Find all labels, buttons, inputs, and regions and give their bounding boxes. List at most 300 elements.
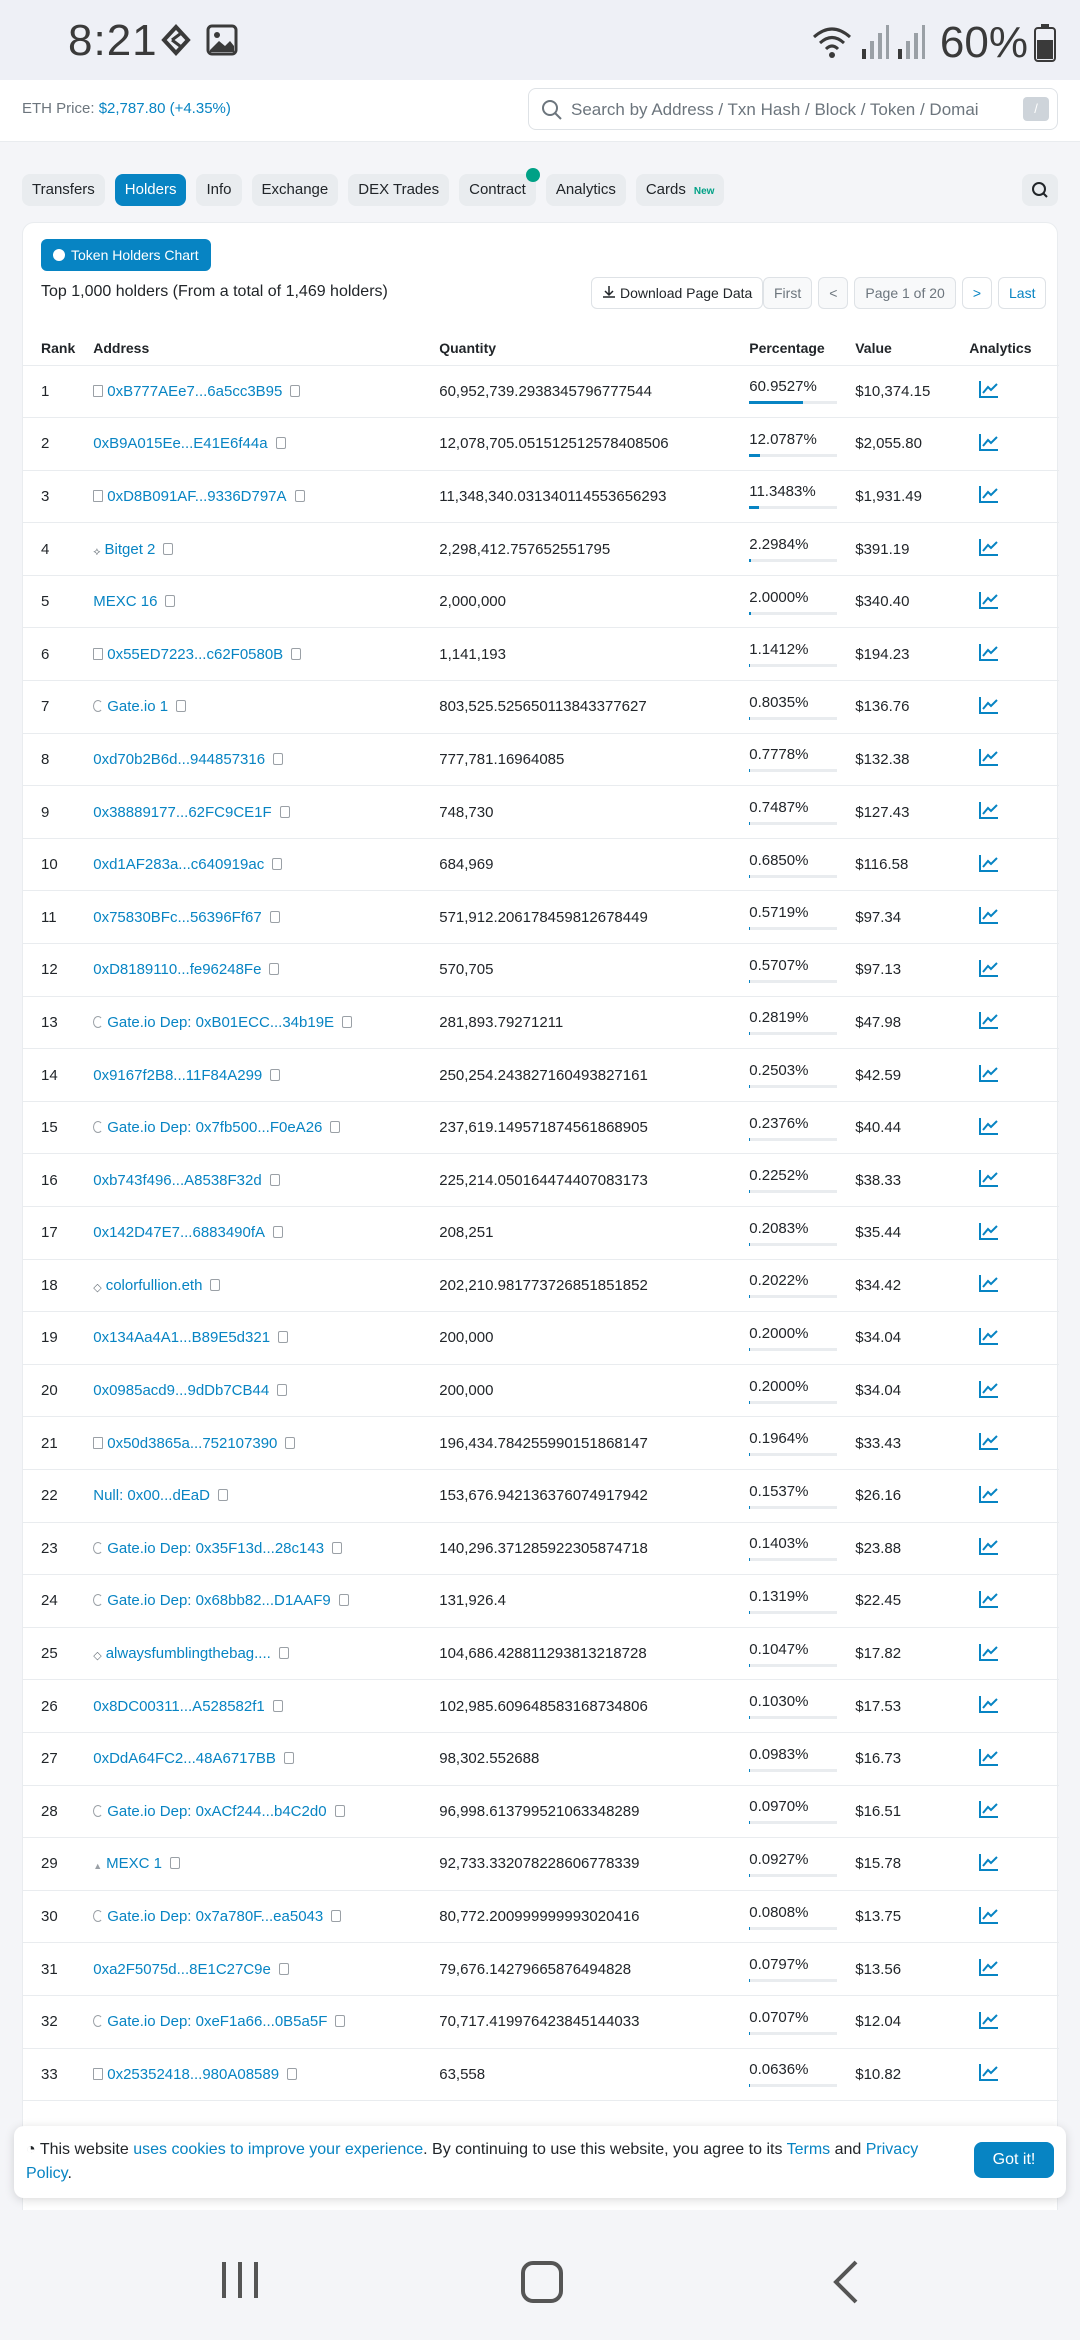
table-row — [23, 418, 1059, 471]
percentage-wrap — [749, 589, 837, 615]
percentage-wrap — [749, 1325, 837, 1351]
tab-cards-label: Cards — [645, 181, 686, 198]
col-quantity: Quantity — [421, 331, 731, 365]
tab-info[interactable]: Info — [196, 174, 241, 206]
address-link[interactable]: Gate.io Dep: 0xB01ECC...34b19E — [107, 1013, 335, 1031]
pager-prev[interactable]: < — [818, 277, 848, 309]
tab-cards[interactable] — [636, 174, 725, 206]
analytics-chart-icon[interactable] — [979, 1011, 999, 1029]
privacy-policy-link[interactable]: Privacy Policy — [26, 2141, 919, 2182]
percentage-text: 0.2000% — [749, 1377, 809, 1395]
rank-cell: 3 — [23, 470, 75, 523]
rank-cell: 33 — [23, 2048, 75, 2101]
address-link[interactable]: 0x75830BFc...56396Ff67 — [93, 908, 262, 926]
analytics-chart-icon[interactable] — [979, 538, 999, 556]
copy-icon[interactable] — [335, 2015, 345, 2027]
cookie-text-3: and — [830, 2141, 866, 2158]
copy-icon[interactable] — [335, 1805, 345, 1817]
copy-icon[interactable] — [273, 753, 283, 765]
copy-icon[interactable] — [170, 1857, 180, 1869]
percentage-text: 60.9527% — [749, 378, 817, 396]
percentage-bar — [749, 1506, 837, 1509]
address-link[interactable]: Gate.io Dep: 0x7fb500...F0eA26 — [107, 1119, 323, 1137]
address-link[interactable]: 0x55ED7223...c62F0580B — [107, 645, 284, 663]
analytics-cell — [951, 1312, 1059, 1365]
got-it-button[interactable]: Got it! — [974, 2142, 1054, 2178]
copy-icon[interactable] — [280, 806, 290, 818]
address-link[interactable]: MEXC 16 — [93, 593, 158, 611]
quantity-cell: 79,676.14279665876494828 — [421, 1943, 731, 1996]
analytics-chart-icon[interactable] — [979, 1800, 999, 1818]
copy-icon[interactable] — [332, 1542, 342, 1554]
tab-contract[interactable] — [459, 174, 536, 206]
address-link[interactable]: 0xD8189110...fe96248Fe — [93, 961, 262, 979]
table-row — [23, 1259, 1059, 1312]
copy-icon[interactable] — [176, 700, 186, 712]
percentage-bar — [749, 454, 837, 457]
quantity-cell: 131,926.4 — [421, 1575, 731, 1628]
percentage-wrap — [749, 957, 837, 983]
tab-holders[interactable]: Holders — [115, 174, 187, 206]
analytics-chart-icon[interactable] — [979, 1169, 999, 1187]
cookie-link[interactable]: uses cookies to improve your experience — [133, 2141, 424, 2158]
address-link[interactable]: 0xD8B091AF...9336D797A — [107, 487, 287, 505]
address-link[interactable]: 0x0985acd9...9dDb7CB44 — [93, 1382, 270, 1400]
address-link[interactable]: 0x25352418...980A08589 — [107, 2065, 280, 2083]
copy-icon[interactable] — [269, 963, 279, 975]
table-row — [23, 996, 1059, 1049]
percentage-wrap — [749, 2009, 837, 2035]
rank-cell: 6 — [23, 628, 75, 681]
analytics-chart-icon[interactable] — [979, 1432, 999, 1450]
rank-cell: 25 — [23, 1627, 75, 1680]
analytics-cell — [951, 523, 1059, 576]
analytics-cell — [951, 1154, 1059, 1207]
copy-icon[interactable] — [273, 1700, 283, 1712]
copy-icon[interactable] — [290, 385, 300, 397]
pager-next[interactable]: > — [962, 277, 992, 309]
percentage-cell — [731, 1785, 837, 1838]
analytics-cell — [951, 891, 1059, 944]
rank-cell: 30 — [23, 1890, 75, 1943]
copy-icon[interactable] — [295, 490, 305, 502]
percentage-wrap — [749, 799, 837, 825]
analytics-cell — [951, 1207, 1059, 1260]
gallery-icon — [206, 24, 238, 56]
address-link[interactable]: alwaysfumblingthebag.... — [105, 1645, 271, 1663]
analytics-chart-icon[interactable] — [979, 1537, 999, 1555]
address-cell — [75, 1154, 421, 1207]
col-value: Value — [837, 331, 951, 365]
address-cell — [75, 1732, 421, 1785]
percentage-cell — [731, 1101, 837, 1154]
address-link[interactable]: Gate.io 1 — [107, 698, 169, 716]
quantity-cell: 11,348,340.031340114553656293 — [421, 470, 731, 523]
value-cell: $391.19 — [837, 523, 951, 576]
address-cell — [75, 1049, 421, 1102]
quantity-cell: 748,730 — [421, 786, 731, 839]
copy-icon[interactable] — [276, 437, 286, 449]
quantity-cell: 684,969 — [421, 838, 731, 891]
percentage-cell — [731, 1522, 837, 1575]
pager-last[interactable]: Last — [998, 277, 1046, 309]
percentage-cell — [731, 1312, 837, 1365]
value-cell: $1,931.49 — [837, 470, 951, 523]
copy-icon[interactable] — [330, 1121, 340, 1133]
address-link[interactable]: colorfullion.eth — [105, 1276, 203, 1294]
value-cell: $97.13 — [837, 944, 951, 997]
pager-first[interactable]: First — [763, 277, 812, 309]
analytics-chart-icon[interactable] — [979, 1695, 999, 1713]
analytics-chart-icon[interactable] — [979, 2011, 999, 2029]
table-row — [23, 1732, 1059, 1785]
status-time: 8:21 — [68, 16, 158, 65]
copy-icon[interactable] — [278, 1331, 288, 1343]
analytics-chart-icon[interactable] — [979, 1853, 999, 1871]
address-cell — [75, 733, 421, 786]
analytics-chart-icon[interactable] — [979, 696, 999, 714]
quantity-cell: 96,998.613799521063348289 — [421, 1785, 731, 1838]
percentage-bar — [749, 717, 837, 720]
cookie-banner — [14, 2126, 1066, 2198]
analytics-chart-icon[interactable] — [979, 1958, 999, 1976]
rank-cell: 16 — [23, 1154, 75, 1207]
percentage-text: 0.1030% — [749, 1693, 809, 1711]
quantity-cell: 60,952,739.2938345796777544 — [421, 365, 731, 418]
percentage-wrap — [749, 1956, 837, 1982]
cookie-text-2: . By continuing to use this website, you agree to its — [423, 2141, 787, 2158]
address-link[interactable]: 0xB777AEe7...6a5cc3B95 — [107, 382, 283, 400]
analytics-chart-icon[interactable] — [979, 433, 999, 451]
analytics-cell — [951, 365, 1059, 418]
eth-price-value[interactable]: $2,787.80 (+4.35%) — [98, 100, 231, 117]
value-cell: $33.43 — [837, 1417, 951, 1470]
analytics-chart-icon[interactable] — [979, 2063, 999, 2081]
search-icon — [1022, 174, 1058, 206]
table-row — [23, 628, 1059, 681]
percentage-bar — [749, 559, 837, 562]
home-icon[interactable] — [520, 2260, 564, 2304]
copy-icon[interactable] — [270, 1069, 280, 1081]
analytics-chart-icon[interactable] — [979, 959, 999, 977]
address-link[interactable]: 0xd1AF283a...c640919ac — [93, 856, 265, 874]
analytics-cell — [951, 1680, 1059, 1733]
contract-file-icon — [93, 648, 103, 660]
address-link[interactable]: 0x134Aa4A1...B89E5d321 — [93, 1329, 271, 1347]
copy-icon[interactable] — [279, 1647, 289, 1659]
gate-logo-icon — [93, 1016, 103, 1028]
copy-icon[interactable] — [342, 1016, 352, 1028]
table-row — [23, 1417, 1059, 1470]
value-cell: $132.38 — [837, 733, 951, 786]
percentage-bar-fill — [749, 1611, 750, 1614]
analytics-cell — [951, 1575, 1059, 1628]
percentage-bar — [749, 1874, 837, 1877]
analytics-chart-icon[interactable] — [979, 643, 999, 661]
analytics-chart-icon[interactable] — [979, 485, 999, 503]
table-row — [23, 1522, 1059, 1575]
address-link[interactable]: 0xd70b2B6d...944857316 — [93, 750, 266, 768]
analytics-cell — [951, 1995, 1059, 2048]
quantity-cell: 104,686.428811293813218728 — [421, 1627, 731, 1680]
analytics-chart-icon[interactable] — [979, 854, 999, 872]
value-cell: $35.44 — [837, 1207, 951, 1260]
address-cell — [75, 1417, 421, 1470]
status-left-icons — [160, 24, 238, 56]
address-link[interactable]: MEXC 1 — [106, 1854, 163, 1872]
value-cell: $42.59 — [837, 1049, 951, 1102]
percentage-text: 1.1412% — [749, 641, 809, 659]
table-row — [23, 1101, 1059, 1154]
address-cell — [75, 1838, 421, 1891]
bitget-logo-icon: ⟡ — [93, 545, 101, 558]
analytics-chart-icon[interactable] — [979, 1274, 999, 1292]
address-cell — [75, 1522, 421, 1575]
analytics-cell — [951, 1890, 1059, 1943]
percentage-bar-fill — [749, 1769, 750, 1772]
percentage-bar — [749, 1085, 837, 1088]
tab-dex-trades[interactable]: DEX Trades — [348, 174, 449, 206]
quantity-cell: 70,717.419976423845144033 — [421, 1995, 731, 2048]
analytics-chart-icon[interactable] — [979, 1327, 999, 1345]
address-link[interactable]: Gate.io Dep: 0x7a780F...ea5043 — [107, 1908, 324, 1926]
percentage-cell — [731, 1943, 837, 1996]
percentage-text: 0.2022% — [749, 1272, 809, 1290]
address-cell — [75, 470, 421, 523]
copy-icon[interactable] — [218, 1489, 228, 1501]
analytics-chart-icon[interactable] — [979, 1064, 999, 1082]
percentage-bar — [749, 2084, 837, 2087]
copy-icon[interactable] — [272, 858, 282, 870]
percentage-wrap — [749, 1798, 837, 1824]
table-row — [23, 1469, 1059, 1522]
percentage-cell — [731, 470, 837, 523]
percentage-text: 0.2819% — [749, 1009, 809, 1027]
percentage-cell — [731, 575, 837, 628]
percentage-cell — [731, 523, 837, 576]
rank-cell: 5 — [23, 575, 75, 628]
copy-icon[interactable] — [277, 1384, 287, 1396]
gate-logo-icon — [93, 1910, 103, 1922]
address-cell — [75, 1364, 421, 1417]
analytics-chart-icon[interactable] — [979, 748, 999, 766]
address-link[interactable]: 0xB9A015Ee...E41E6f44a — [93, 435, 268, 453]
copy-icon[interactable] — [279, 1963, 289, 1975]
address-link[interactable]: Gate.io Dep: 0x35F13d...28c143 — [107, 1539, 325, 1557]
percentage-wrap — [749, 431, 837, 457]
rank-cell: 28 — [23, 1785, 75, 1838]
address-link[interactable]: Gate.io Dep: 0xACf244...b4C2d0 — [107, 1802, 327, 1820]
address-cell — [75, 1785, 421, 1838]
analytics-cell — [951, 786, 1059, 839]
percentage-text: 0.5719% — [749, 904, 809, 922]
percentage-text: 0.7487% — [749, 799, 809, 817]
analytics-chart-icon[interactable] — [979, 380, 999, 398]
address-link[interactable]: 0xa2F5075d...8E1C27C9e — [93, 1960, 271, 1978]
col-percentage: Percentage — [731, 331, 837, 365]
address-link[interactable]: 0x50d3865a...752107390 — [107, 1434, 278, 1452]
copy-icon[interactable] — [270, 1174, 280, 1186]
percentage-text: 2.2984% — [749, 536, 809, 554]
analytics-chart-icon[interactable] — [979, 1590, 999, 1608]
copy-icon[interactable] — [165, 595, 175, 607]
tab-transfers[interactable]: Transfers — [22, 174, 105, 206]
value-cell: $13.56 — [837, 1943, 951, 1996]
copy-icon[interactable] — [287, 2068, 297, 2080]
percentage-cell — [731, 1154, 837, 1207]
value-cell: $22.45 — [837, 1575, 951, 1628]
copy-icon[interactable] — [273, 1226, 283, 1238]
percentage-wrap — [749, 1641, 837, 1667]
percentage-text: 0.2503% — [749, 1062, 809, 1080]
percentage-cell — [731, 681, 837, 734]
value-cell: $16.51 — [837, 1785, 951, 1838]
percentage-bar-fill — [749, 875, 750, 878]
quantity-cell: 208,251 — [421, 1207, 731, 1260]
value-cell: $127.43 — [837, 786, 951, 839]
value-cell: $34.04 — [837, 1364, 951, 1417]
table-row — [23, 523, 1059, 576]
address-link[interactable]: 0x142D47E7...6883490fA — [93, 1224, 266, 1242]
back-icon[interactable] — [828, 2258, 864, 2306]
col-address: Address — [75, 331, 421, 365]
percentage-text: 0.1319% — [749, 1587, 809, 1605]
analytics-chart-icon[interactable] — [979, 1643, 999, 1661]
address-cell — [75, 1890, 421, 1943]
address-link[interactable]: Null: 0x00...dEaD — [93, 1487, 210, 1505]
rank-cell: 12 — [23, 944, 75, 997]
new-badge: New — [693, 186, 715, 197]
signal-icon-1 — [860, 25, 890, 61]
percentage-wrap — [749, 852, 837, 878]
address-link[interactable]: 0xDdA64FC2...48A6717BB — [93, 1750, 276, 1768]
analytics-cell — [951, 418, 1059, 471]
percentage-bar — [749, 1927, 837, 1930]
value-cell: $23.88 — [837, 1522, 951, 1575]
address-link[interactable]: Gate.io Dep: 0x68bb82...D1AAF9 — [107, 1592, 331, 1610]
address-link[interactable]: Gate.io Dep: 0xeF1a66...0B5a5F — [107, 2013, 328, 2031]
filter-search-button[interactable] — [1022, 174, 1058, 206]
percentage-cell — [731, 1995, 837, 2048]
token-holders-chart-button[interactable] — [41, 239, 211, 271]
percentage-cell — [731, 365, 837, 418]
percentage-cell — [731, 1207, 837, 1260]
search-input[interactable] — [528, 88, 1058, 130]
percentage-bar-fill — [749, 1927, 750, 1930]
analytics-chart-icon[interactable] — [979, 1906, 999, 1924]
quantity-cell: 250,254.243827160493827161 — [421, 1049, 731, 1102]
percentage-bar-fill — [749, 1664, 750, 1667]
battery-percent: 60% — [939, 18, 1028, 67]
percentage-wrap — [749, 1588, 837, 1614]
table-row — [23, 470, 1059, 523]
analytics-cell — [951, 1785, 1059, 1838]
percentage-bar-fill — [749, 2084, 750, 2087]
table-row — [23, 1207, 1059, 1260]
address-link[interactable]: 0xb743f496...A8538F32d — [93, 1171, 262, 1189]
top-header — [0, 80, 1080, 142]
analytics-chart-icon[interactable] — [979, 1117, 999, 1135]
percentage-text: 0.0927% — [749, 1850, 809, 1868]
copy-icon[interactable] — [331, 1910, 341, 1922]
address-link[interactable]: 0x8DC00311...A528582f1 — [93, 1697, 265, 1715]
percentage-wrap — [749, 1483, 837, 1509]
value-cell: $34.04 — [837, 1312, 951, 1365]
address-link[interactable]: 0x9167f2B8...11F84A299 — [93, 1066, 263, 1084]
copy-icon[interactable] — [339, 1594, 349, 1606]
percentage-text: 0.0970% — [749, 1798, 809, 1816]
copy-icon[interactable] — [163, 543, 173, 555]
recents-icon[interactable] — [218, 2260, 262, 2300]
copy-icon[interactable] — [210, 1279, 220, 1291]
analytics-chart-icon[interactable] — [979, 1222, 999, 1240]
table-body — [23, 365, 1059, 2101]
analytics-chart-icon[interactable] — [979, 1485, 999, 1503]
percentage-bar — [749, 1401, 837, 1404]
percentage-cell — [731, 786, 837, 839]
terms-link[interactable]: Terms — [786, 2141, 831, 2158]
percentage-wrap — [749, 2061, 837, 2087]
percentage-cell — [731, 418, 837, 471]
percentage-bar — [749, 664, 837, 667]
analytics-cell — [951, 470, 1059, 523]
percentage-bar-fill — [749, 454, 760, 457]
percentage-bar-fill — [749, 1032, 750, 1035]
rank-cell: 4 — [23, 523, 75, 576]
rank-cell: 2 — [23, 418, 75, 471]
download-icon — [602, 286, 616, 298]
address-link[interactable]: 0x38889177...62FC9CE1F — [93, 803, 272, 821]
percentage-bar — [749, 1190, 837, 1193]
download-page-data-button[interactable] — [591, 277, 763, 309]
analytics-cell — [951, 1417, 1059, 1470]
analytics-chart-icon[interactable] — [979, 1380, 999, 1398]
rank-cell: 9 — [23, 786, 75, 839]
table-row — [23, 1364, 1059, 1417]
tab-exchange[interactable]: Exchange — [252, 174, 339, 206]
analytics-chart-icon[interactable] — [979, 1748, 999, 1766]
analytics-cell — [951, 1838, 1059, 1891]
holders-table — [23, 331, 1059, 2101]
value-cell: $97.34 — [837, 891, 951, 944]
copy-icon[interactable] — [291, 648, 301, 660]
percentage-cell — [731, 1680, 837, 1733]
percentage-bar-fill — [749, 1401, 750, 1404]
percentage-bar — [749, 1453, 837, 1456]
value-cell: $34.42 — [837, 1259, 951, 1312]
copy-icon[interactable] — [285, 1437, 295, 1449]
tab-analytics[interactable]: Analytics — [546, 174, 626, 206]
pagination — [763, 277, 1046, 309]
percentage-bar-fill — [749, 401, 803, 404]
analytics-chart-icon[interactable] — [979, 906, 999, 924]
value-cell: $16.73 — [837, 1732, 951, 1785]
copy-icon[interactable] — [270, 911, 280, 923]
percentage-text: 0.7778% — [749, 746, 809, 764]
analytics-chart-icon[interactable] — [979, 591, 999, 609]
copy-icon[interactable] — [284, 1752, 294, 1764]
rank-cell: 32 — [23, 1995, 75, 2048]
percentage-bar — [749, 927, 837, 930]
tab-bar — [22, 174, 724, 206]
table-row — [23, 681, 1059, 734]
percentage-cell — [731, 628, 837, 681]
quantity-cell: 196,434.784255990151868147 — [421, 1417, 731, 1470]
analytics-chart-icon[interactable] — [979, 801, 999, 819]
quantity-cell: 237,619.149571874561868905 — [421, 1101, 731, 1154]
address-link[interactable]: Bitget 2 — [104, 540, 156, 558]
gate-logo-icon — [93, 1805, 103, 1817]
